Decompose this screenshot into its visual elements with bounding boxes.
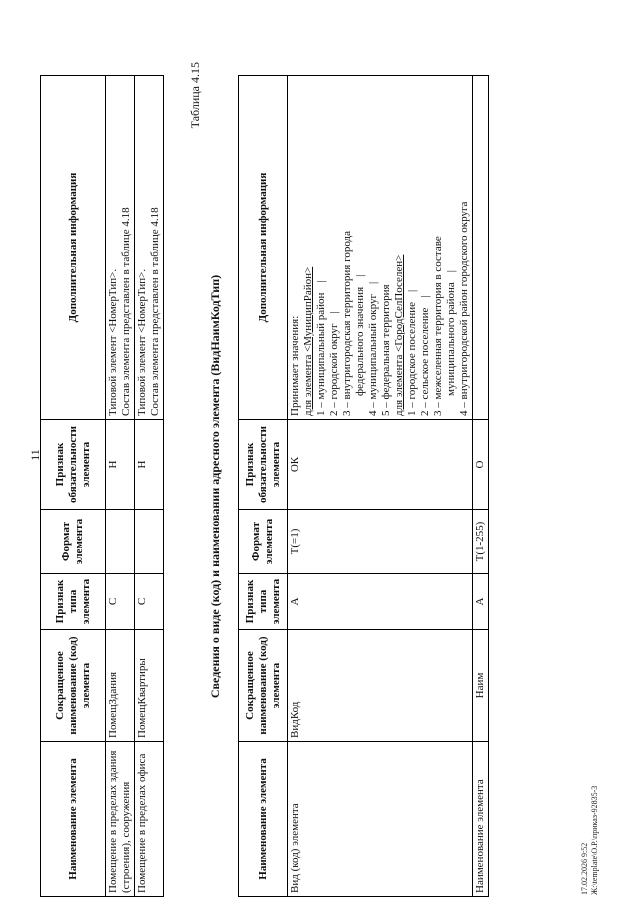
column-header: Признак типа элемента — [239, 574, 288, 630]
column-header: Формат элемента — [41, 510, 106, 574]
info-value: 4 – внутригородской район городского округа — [458, 201, 470, 416]
element-format-cell — [106, 510, 135, 574]
column-header: Наименование элемента — [41, 742, 106, 897]
column-header: Признак обязательности элемента — [41, 420, 106, 510]
element-required-cell: Н — [135, 420, 164, 510]
element-type-cell: С — [135, 574, 164, 630]
table-number-label: Таблица 4.15 — [188, 62, 202, 129]
info-value: 4 – муниципальный округ| — [367, 281, 379, 416]
table-row — [106, 76, 135, 897]
info-line: Типовой элемент <НомерТип>. — [107, 268, 119, 416]
info-value: 3 – внутригородская территория города — [341, 230, 353, 416]
element-name-cell: Помещение в пределах офиса — [135, 742, 164, 897]
table-title: Сведения о виде (код) и наименовании адресного элемента (ВидНаимКодТип) — [208, 274, 222, 699]
info-value: 3 – межселенная территория в составе — [432, 236, 444, 416]
element-info-cell — [473, 76, 489, 420]
page-number: 11 — [28, 449, 42, 461]
element-format-cell: Т(=1) — [288, 510, 473, 574]
info-intro: Принимает значения: — [289, 315, 301, 416]
address-element-table — [238, 75, 489, 897]
element-required-cell: Н — [106, 420, 135, 510]
info-group-label: для элемента <МуниципРайон> — [302, 266, 314, 416]
table-header-row — [239, 76, 288, 897]
column-header: Сокращенное наименование (код) элемента — [41, 630, 106, 742]
info-value: 5 – федеральная территория — [380, 284, 392, 416]
elements-table-continued — [40, 75, 164, 897]
element-code-cell: ПомещКвартиры — [135, 630, 164, 742]
element-type-cell: С — [106, 574, 135, 630]
table-row — [135, 76, 164, 897]
table-row — [473, 76, 489, 897]
footer-timestamp: 17.02.2026 9:52 — [580, 842, 589, 895]
info-line: Состав элемента представлен в таблице 4.18 — [120, 207, 132, 416]
info-value: 1 – муниципальный район| — [315, 280, 327, 416]
info-value: федерального значения| — [354, 274, 366, 396]
footer-file-path: Ж:\template\O.P.\приказ-92835-3 — [590, 785, 599, 895]
element-type-cell: А — [473, 574, 489, 630]
element-info-cell — [288, 76, 473, 420]
element-code-cell: Наим — [473, 630, 489, 742]
column-header: Формат элемента — [239, 510, 288, 574]
table-row — [288, 76, 473, 897]
column-header: Наименование элемента — [239, 742, 288, 897]
info-value: 2 – городской округ| — [328, 311, 340, 416]
column-header: Сокращенное наименование (код) элемента — [239, 630, 288, 742]
element-info-cell — [106, 76, 135, 420]
column-header: Дополнительная информация — [239, 76, 288, 420]
element-required-cell: О — [473, 420, 489, 510]
info-group-label: для элемента <ГородСелПоселен> — [393, 254, 405, 416]
element-name-cell: Наименование элемента — [473, 742, 489, 897]
info-value: 2 – сельское поселение| — [419, 295, 431, 416]
info-value: 1 – городское поселение| — [406, 289, 418, 416]
element-info-cell — [135, 76, 164, 420]
element-format-cell: Т(1-255) — [473, 510, 489, 574]
document-footer-stamp — [580, 786, 600, 895]
table-header-row — [41, 76, 106, 897]
element-format-cell — [135, 510, 164, 574]
element-required-cell: ОК — [288, 420, 473, 510]
element-name-cell: Вид (код) элемента — [288, 742, 473, 897]
element-code-cell: ВидКод — [288, 630, 473, 742]
column-header: Дополнительная информация — [41, 76, 106, 420]
info-line: Типовой элемент <НомерТип>. — [136, 268, 148, 416]
element-name-cell: Помещение в пределах здания (строения), сооружения — [106, 742, 135, 897]
info-line: Состав элемента представлен в таблице 4.18 — [149, 207, 161, 416]
element-code-cell: ПомещЗдания — [106, 630, 135, 742]
column-header: Признак типа элемента — [41, 574, 106, 630]
column-header: Признак обязательности элемента — [239, 420, 288, 510]
info-value: муниципального района| — [445, 270, 457, 396]
element-type-cell: А — [288, 574, 473, 630]
